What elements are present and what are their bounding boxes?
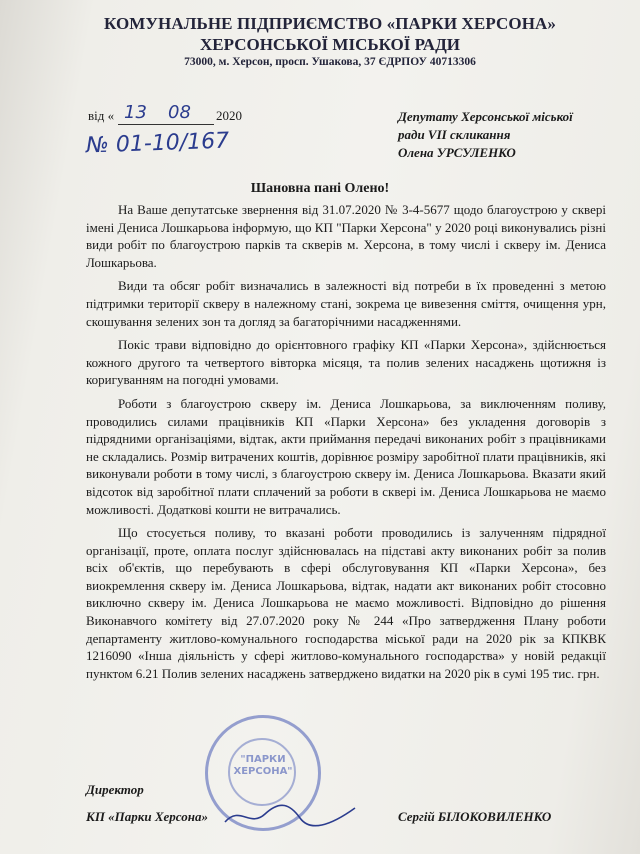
letterhead-org-name: КОМУНАЛЬНЕ ПІДПРИЄМСТВО «ПАРКИ ХЕРСОНА»: [103, 14, 557, 33]
date-day: 13: [124, 102, 147, 123]
paragraph: Покіс трави відповідно до орієнтовного графіку КП «Парки Херсона», здійснюється кожного другого та четвертого вівторка місяця, та полив зелених насаджень щотижня із коригуванням на погодні умовами.: [86, 337, 606, 388]
date-underline: [118, 124, 214, 125]
signatory-name: Сергій БІЛОКОВИЛЕНКО: [398, 809, 552, 824]
paragraph: Що стосується поливу, то вказані роботи проводились із залученням підрядної організації, проте, оплата послуг здійснювалась на підставі акту виконаних робіт за полив всіх об'єктів, що перебувають в сфері обслуговування КП «Парки Херсона», без виокремлення скверу ім. Дениса Лошкарьова, відтак, надати акт виконаних робіт стосовно виключно скверу ім. Дениса Лошкарьова не маємо можливості. Відповідно до рішення Виконавчого комітету від 27.07.2020 року № 244 «Про затвердження Плану роботи департаменту житлово-комунального господарства міської ради на 2020 рік за КПКВК 1216090 «Інша діяльність у сфері житлово-комунального господарства» у новій редакції пунктом 6.21 Полив зелених насаджень затверджено видатки на 2020 рік в сумі 195 тис. грн.: [86, 525, 606, 681]
stamp-line-2: ХЕРСОНА": [233, 766, 293, 777]
stamp-text: [208, 754, 318, 778]
handwritten-signature: [220, 800, 360, 830]
signatory-org: КП «Парки Херсона»: [86, 809, 208, 824]
salutation: Шановна пані Олено!: [250, 181, 390, 196]
outgoing-date: [88, 102, 242, 124]
letter-body: [86, 201, 606, 688]
recipient-line-2: ради VII скликання: [398, 127, 511, 142]
date-prefix: від: [88, 108, 105, 123]
letterhead-address: 73000, м. Херсон, просп. Ушакова, 37 ЄДРПОУ 40713306: [184, 56, 476, 68]
paragraph: Роботи з благоустрою скверу ім. Дениса Лошкарьова, за виключенням поливу, проводились силами працівників КП «Парки Херсона» без укладення договорів з підрядними організаціями, відтак, акти приймання передачі виконаних робіт з працівниками не складались. Розмір витрачених коштів, дорівнює розміру заробітної плати працівників, які виконували роботи в тому числі, з благоустрою скверу ім. Дениса Лошкарьова. Вказати який відсоток від заробітної плати сплачений за роботи в сквері ім. Дениса Лошкарьова не маємо можливості. Додаткові кошти не витрачались.: [86, 395, 606, 517]
recipient-name: Олена УРСУЛЕНКО: [398, 145, 516, 160]
paragraph: На Ваше депутатське звернення від 31.07.2020 № 3-4-5677 щодо благоустрою у сквері імені Дениса Лошкарьова інформую, що КП "Парки Херсона" у 2020 році виконувались різні види робіт по благоустрою парків та скверів м. Херсона, в тому числі і скверу ім. Дениса Лошкарьова.: [86, 202, 606, 270]
letterhead-council: ХЕРСОНСЬКОЇ МІСЬКОЇ РАДИ: [199, 35, 460, 54]
outgoing-number: № 01-10/167: [85, 128, 230, 159]
date-quote: «: [107, 108, 115, 123]
date-year: 2020: [216, 108, 242, 123]
paragraph: Види та обсяг робіт визначались в залежності від потреби в їх проведенні з метою підтримки території скверу в належному стані, зокрема це вивезення сміття, очищення урн, скошування зелених зон та догляд за багаторічними насадженнями.: [86, 278, 606, 329]
recipient-line-1: Депутату Херсонської міської: [398, 109, 573, 124]
recipient-block: [398, 108, 618, 162]
signatory-title: Директор: [86, 782, 144, 797]
date-month: 08: [168, 102, 191, 123]
stamp-line-1: "ПАРКИ: [240, 754, 286, 765]
